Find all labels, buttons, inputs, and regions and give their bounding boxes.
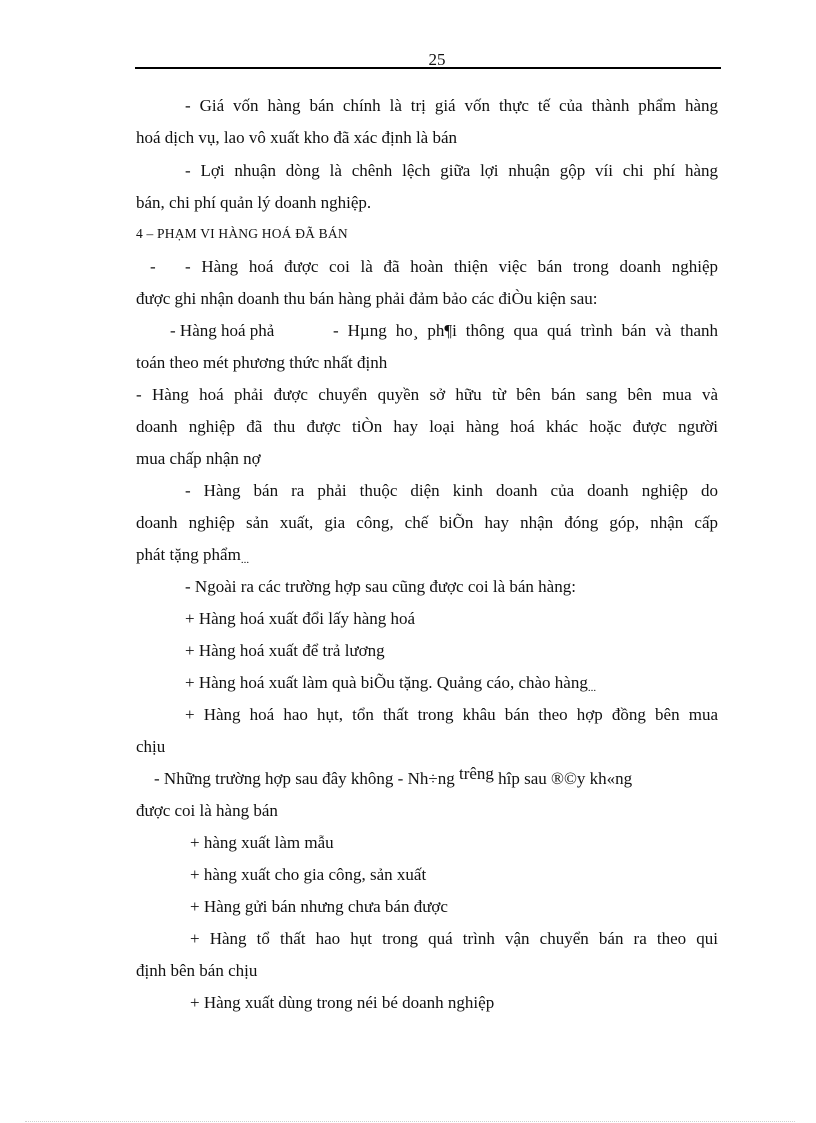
paragraph-line: - Lợi nhuận dòng là chênh lệch giữa lợi nhuận gộp víi chi phí hàng	[185, 161, 718, 180]
list-item: + hàng xuất cho gia công, sản xuất	[190, 865, 427, 884]
stray-dash: -	[150, 257, 156, 276]
paragraph-line: được coi là hàng bán	[136, 801, 278, 820]
paragraph-text: hîp sau ®©y kh«ng	[498, 769, 633, 788]
list-item: + Hàng tổ thất hao hụt trong quá trình vận chuyển bán ra theo qui	[190, 929, 718, 948]
ellipsis: ...	[587, 682, 597, 694]
paragraph-line: - Hàng bán ra phải thuộc diện kinh doanh của doanh nghiệp do	[185, 481, 718, 500]
paragraph-line: - Ngoài ra các trường hợp sau cũng được coi là bán hàng:	[185, 577, 576, 596]
section-heading: 4 – PHẠM VI HÀNG HOÁ ĐÃ BÁN	[136, 226, 348, 241]
list-item: + Hàng hoá xuất để trả lương	[185, 641, 385, 660]
paragraph-line: mua chấp nhận nợ	[136, 449, 261, 468]
paragraph-line: doanh nghiệp sản xuất, gia công, chế biÕn hay nhận đóng góp, nhận cấp	[136, 513, 718, 532]
list-item: + Hàng gửi bán nhưng chưa bán được	[190, 897, 448, 916]
list-item	[185, 673, 596, 698]
page-number: 25	[428, 50, 446, 69]
paragraph-line: được ghi nhận doanh thu bán hàng phải đảm bảo các điÒu kiện sau:	[136, 289, 598, 308]
ellipsis: ...	[240, 554, 250, 566]
list-item-text: + Hàng hoá xuất làm quà biÕu tặng. Quảng cáo, chào hàng	[185, 673, 588, 692]
list-item: + Hàng xuất dùng trong néi bé doanh nghiệp	[190, 993, 495, 1012]
list-item: + hàng xuất làm mẫu	[190, 833, 334, 852]
paragraph-line: bán, chi phí quản lý doanh nghiệp.	[136, 193, 372, 212]
list-item: + Hàng hoá hao hụt, tổn thất trong khâu bán theo hợp đồng bên mua	[185, 705, 718, 724]
paragraph-line: - Giá vốn hàng bán chính là trị giá vốn thực tế của thành phẩm hàng	[185, 96, 718, 115]
paragraph-line	[154, 764, 633, 789]
paragraph-text-raised: trêng	[458, 764, 494, 783]
paragraph-line: - Hàng hoá được coi là đã hoàn thiện việc bán trong doanh nghiệp	[185, 257, 718, 276]
list-item-continued: chịu	[136, 737, 166, 756]
header-rule	[135, 67, 721, 69]
paragraph-line-fragment: - Hàng hoá phả	[170, 321, 275, 340]
list-item-continued: định bên bán chịu	[136, 961, 258, 980]
paragraph-line: hoá dịch vụ, lao vô xuất kho đã xác định là bán	[136, 128, 458, 147]
footer-dotted-rule	[25, 1121, 795, 1122]
paragraph-line: toán theo mét phương thức nhất định	[136, 353, 388, 372]
paragraph-line: doanh nghiệp đã thu được tiÒn hay loại hàng hoá khác hoặc được người	[136, 417, 718, 436]
paragraph-line: - Hàng hoá phải được chuyển quyền sở hữu từ bên bán sang bên mua và	[136, 385, 718, 404]
paragraph-line-fragment: - Hµng ho¸ ph¶i thông qua quá trình bán và thanh	[333, 321, 718, 340]
paragraph-line	[136, 545, 249, 570]
paragraph-text: - Những trường hợp sau đây không - Nh÷ng	[154, 769, 455, 788]
list-item: + Hàng hoá xuất đổi lấy hàng hoá	[185, 609, 416, 628]
paragraph-text: phát tặng phẩm	[136, 545, 241, 564]
